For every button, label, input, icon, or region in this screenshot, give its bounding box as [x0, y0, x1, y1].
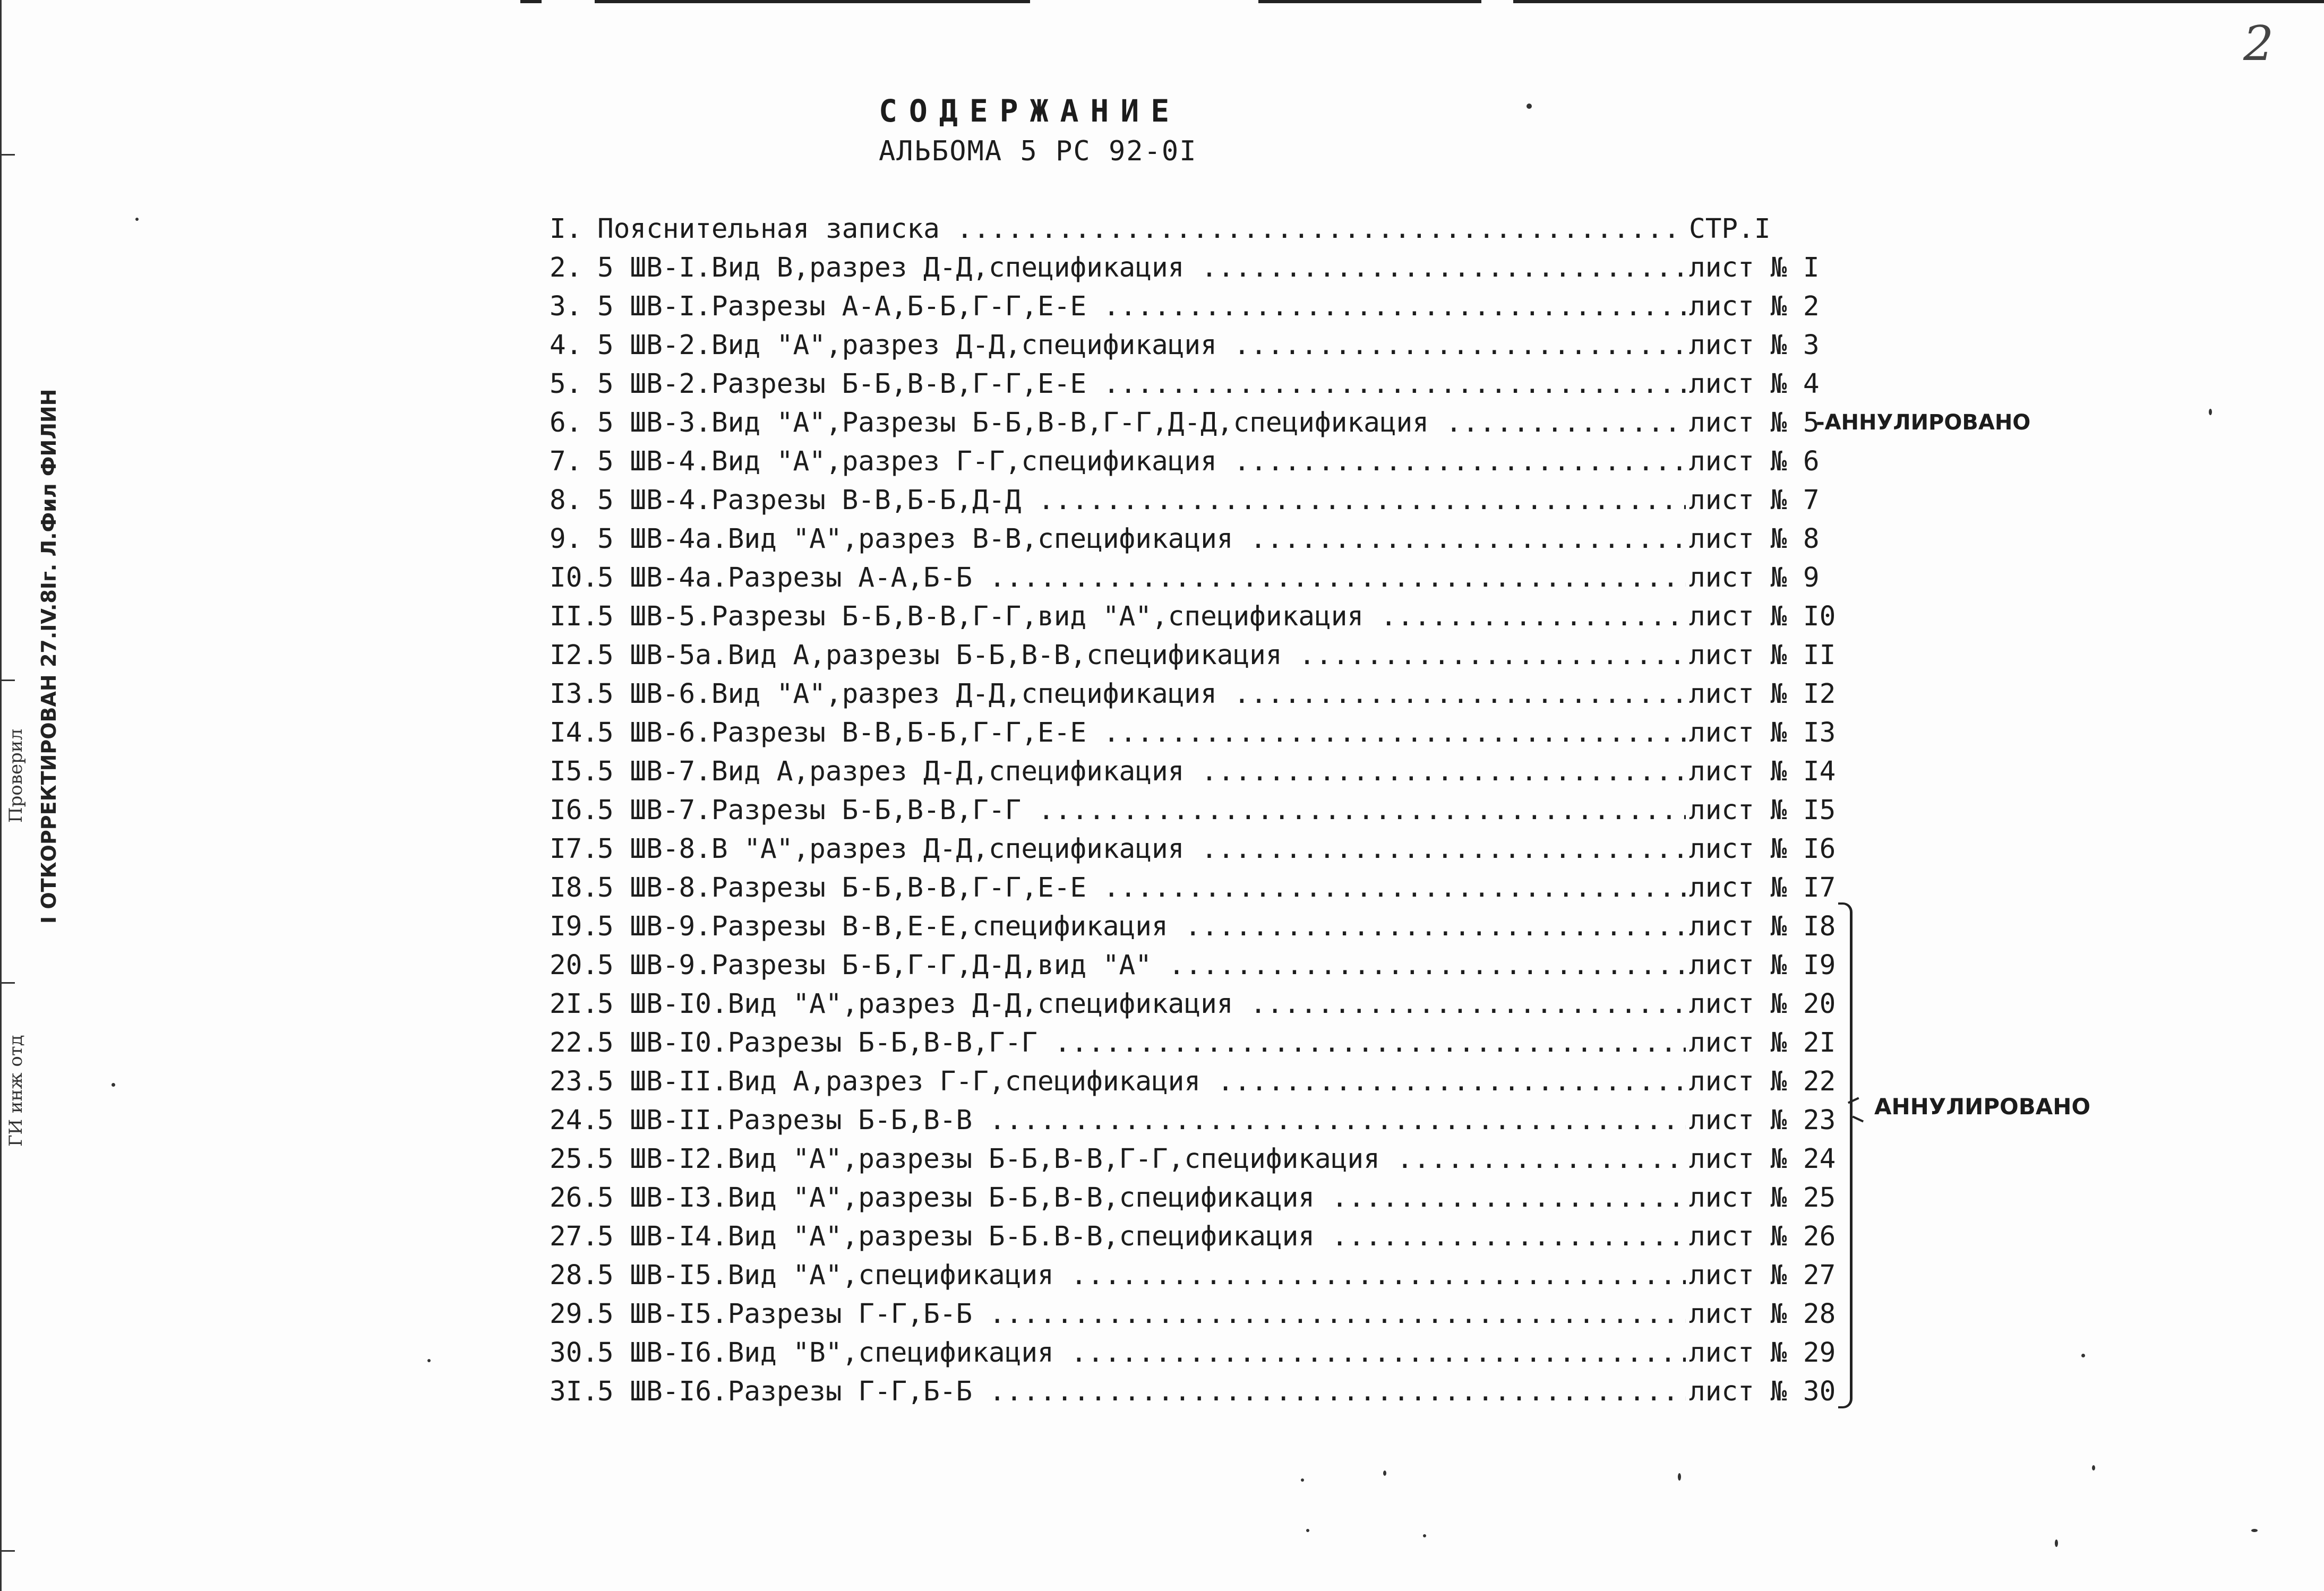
sheet-reference: лист № 3: [1686, 326, 1820, 365]
margin-tick: [0, 154, 15, 156]
item-title: 5 ШВ-I.Разрезы А-А,Б-Б,Г-Г,Е-Е .....: [597, 287, 1710, 326]
sheet-reference: лист № 24: [1686, 1140, 1836, 1179]
contents-row: [550, 946, 1840, 985]
checked-label: Проверил: [5, 728, 27, 823]
item-title: 5 ШВ-I5.Разрезы Г-Г,Б-Б .....: [597, 1295, 1710, 1334]
item-title: 5 ШВ-I6.Разрезы Г-Г,Б-Б .....: [597, 1372, 1710, 1411]
contents-row: [550, 985, 1840, 1024]
contents-row: [550, 1062, 1840, 1101]
scan-speck: [1383, 1470, 1386, 1476]
item-title: 5 ШВ-I6.Вид "В",спецификация .....: [597, 1334, 1710, 1372]
item-title: 5 ШВ-4.Разрезы В-В,Б-Б,Д-Д .....: [597, 481, 1710, 520]
scan-speck: [2092, 1465, 2095, 1470]
item-number: I9.: [550, 911, 599, 942]
item-number: 2.: [550, 252, 582, 283]
margin-tick: [0, 982, 15, 984]
contents-row: [550, 868, 1840, 907]
margin-tick: [0, 1550, 15, 1552]
item-number: I4.: [550, 717, 599, 749]
item-number: 6.: [550, 407, 582, 438]
item-number: 3.: [550, 291, 582, 322]
item-number: I0.: [550, 562, 599, 594]
item-title: 5 ШВ-4а.Вид "А",разрез В-В,спецификация .....: [597, 520, 1710, 558]
item-title: 5 ШВ-5.Разрезы Б-Б,В-В,Г-Г,вид "А",спецификация .....: [597, 597, 1710, 636]
scan-speck: [427, 1359, 431, 1362]
sheet-reference: лист № 29: [1686, 1334, 1836, 1372]
sheet-reference: лист № I3: [1686, 713, 1836, 752]
department-label: ГИ инж отд: [5, 1035, 27, 1147]
sheet-reference: лист № 23: [1686, 1101, 1836, 1140]
page-subtitle: АЛЬБОМА 5 РС 92-0I: [879, 135, 1197, 167]
item-title: Пояснительная записка .....: [597, 210, 1710, 248]
contents-row: [550, 1372, 1840, 1411]
contents-row: [550, 1217, 1840, 1256]
item-title: 5 ШВ-I5.Вид "А",спецификация .....: [597, 1256, 1710, 1295]
scan-speck: [2055, 1540, 2058, 1547]
item-title: 5 ШВ-9.Разрезы Б-Б,Г-Г,Д-Д,вид "А" .....: [597, 946, 1710, 985]
item-number: 29.: [550, 1298, 599, 1330]
contents-row: [550, 287, 1840, 326]
contents-row: [550, 713, 1840, 752]
sheet-reference: лист № I0: [1686, 597, 1836, 636]
page-title: СОДЕРЖАНИЕ: [879, 93, 1181, 129]
contents-row: [550, 403, 2031, 442]
contents-row: [550, 442, 1840, 481]
annulled-group-brace: [1838, 902, 1853, 1408]
sheet-reference: лист № 6: [1686, 442, 1820, 481]
sheet-reference: лист № 5: [1686, 403, 1820, 442]
contents-row: [550, 1179, 1840, 1217]
sheet-reference: лист № I9: [1686, 946, 1836, 985]
sheet-reference: лист № II: [1686, 636, 1836, 675]
scan-speck: [2209, 409, 2212, 415]
item-number: 2I.: [550, 988, 599, 1020]
item-title: 5 ШВ-7.Разрезы Б-Б,В-В,Г-Г .....: [597, 791, 1710, 830]
sheet-reference: лист № I6: [1686, 830, 1836, 868]
scan-speck: [1423, 1534, 1426, 1537]
sheet-reference: лист № I7: [1686, 868, 1836, 907]
item-title: 5 ШВ-2.Вид "А",разрез Д-Д,спецификация .....: [597, 326, 1710, 365]
sheet-reference: лист № I2: [1686, 675, 1836, 713]
top-border-fragment: [1258, 0, 1481, 3]
contents-row: [550, 907, 1840, 946]
sheet-reference: лист № 28: [1686, 1295, 1836, 1334]
contents-row: [550, 597, 1840, 636]
contents-row: [550, 1101, 1840, 1140]
sheet-reference: лист № 2: [1686, 287, 1820, 326]
sheet-reference: лист № 2I: [1686, 1024, 1836, 1062]
item-number: 3I.: [550, 1376, 599, 1407]
scan-speck: [2251, 1529, 2258, 1532]
contents-row: [550, 752, 1840, 791]
scan-speck: [112, 1083, 115, 1087]
item-title: 5 ШВ-9.Разрезы В-В,Е-Е,спецификация .....: [597, 907, 1710, 946]
scan-speck: [1301, 1478, 1304, 1482]
item-title: 5 ШВ-8.Разрезы Б-Б,В-В,Г-Г,Е-Е .....: [597, 868, 1710, 907]
item-title: 5 ШВ-2.Разрезы Б-Б,В-В,Г-Г,Е-Е .....: [597, 365, 1710, 403]
item-title: 5 ШВ-II.Разрезы Б-Б,В-В .....: [597, 1101, 1710, 1140]
contents-row: [550, 1140, 1840, 1179]
item-number: 24.: [550, 1105, 599, 1136]
contents-row: [550, 520, 1840, 558]
item-number: 30.: [550, 1337, 599, 1369]
contents-row: [550, 1295, 1840, 1334]
contents-row: [550, 636, 1840, 675]
item-number: 27.: [550, 1221, 599, 1252]
item-number: 8.: [550, 485, 582, 516]
scan-speck: [1678, 1473, 1681, 1481]
item-number: 7.: [550, 446, 582, 477]
sheet-reference: лист № 27: [1686, 1256, 1836, 1295]
item-number: II.: [550, 601, 599, 632]
contents-row: [550, 326, 1840, 365]
item-number: I8.: [550, 872, 599, 904]
item-title: 5 ШВ-4а.Разрезы А-А,Б-Б .....: [597, 558, 1710, 597]
item-title: 5 ШВ-8.В "А",разрез Д-Д,спецификация .....: [597, 830, 1710, 868]
item-number: 28.: [550, 1260, 599, 1291]
contents-list: [550, 210, 2031, 1411]
item-number: 9.: [550, 523, 582, 555]
item-title: 5 ШВ-I3.Вид "А",разрезы Б-Б,В-В,спецификация .....: [597, 1179, 1710, 1217]
sheet-reference: лист № I8: [1686, 907, 1836, 946]
contents-row: [550, 210, 1840, 248]
margin-tick: [0, 680, 15, 681]
item-number: 26.: [550, 1182, 599, 1214]
page-mark: 2: [2243, 16, 2274, 72]
item-title: 5 ШВ-7.Вид А,разрез Д-Д,спецификация .....: [597, 752, 1710, 791]
scan-speck: [2081, 1354, 2085, 1357]
annulled-group-note: АННУЛИРОВАНО: [1874, 1094, 2091, 1120]
item-title: 5 ШВ-I2.Вид "А",разрезы Б-Б,В-В,Г-Г,спецификация .....: [597, 1140, 1710, 1179]
item-number: I5.: [550, 756, 599, 787]
margin-border: [0, 0, 2, 1591]
scan-speck: [1306, 1529, 1309, 1532]
top-border-fragment: [520, 0, 542, 3]
item-number: I3.: [550, 678, 599, 710]
contents-row: [550, 830, 1840, 868]
contents-row: [550, 1024, 1840, 1062]
contents-row: [550, 365, 1840, 403]
sheet-reference: лист № 26: [1686, 1217, 1836, 1256]
sheet-reference: лист № 20: [1686, 985, 1836, 1024]
contents-row: [550, 791, 1840, 830]
item-number: 22.: [550, 1027, 599, 1059]
scan-speck: [1527, 104, 1532, 109]
contents-row: [550, 481, 1840, 520]
item-number: 23.: [550, 1066, 599, 1097]
contents-row: [550, 675, 1840, 713]
sheet-reference: лист № I4: [1686, 752, 1836, 791]
correction-stamp: I ОТКОРРЕКТИРОВАН 27.IV.8Iг. Л.Фил ФИЛИН: [37, 389, 61, 924]
item-number: 25.: [550, 1143, 599, 1175]
item-number: I2.: [550, 640, 599, 671]
contents-row: [550, 558, 1840, 597]
item-number: 20.: [550, 950, 599, 981]
item-title: 5 ШВ-5а.Вид А,разрезы Б-Б,В-В,спецификация .....: [597, 636, 1710, 675]
top-border-fragment: [595, 0, 1030, 3]
item-title: 5 ШВ-I.Вид В,разрез Д-Д,спецификация .....: [597, 248, 1710, 287]
sheet-reference: лист № 7: [1686, 481, 1820, 520]
item-title: 5 ШВ-I0.Разрезы Б-Б,В-В,Г-Г .....: [597, 1024, 1710, 1062]
sheet-reference: лист № 4: [1686, 365, 1820, 403]
item-number: 4.: [550, 330, 582, 361]
item-title: 5 ШВ-6.Разрезы В-В,Б-Б,Г-Г,Е-Е .....: [597, 713, 1710, 752]
item-title: 5 ШВ-6.Вид "А",разрез Д-Д,спецификация .....: [597, 675, 1710, 713]
contents-row: [550, 1256, 1840, 1295]
item-number: I6.: [550, 795, 599, 826]
item-title: 5 ШВ-II.Вид А,разрез Г-Г,спецификация .....: [597, 1062, 1710, 1101]
item-title: 5 ШВ-I4.Вид "А",разрезы Б-Б.В-В,спецификация .....: [597, 1217, 1710, 1256]
sheet-reference: лист № I5: [1686, 791, 1836, 830]
item-number: 5.: [550, 368, 582, 400]
scan-speck: [135, 218, 139, 221]
item-number: I7.: [550, 833, 599, 865]
top-border-fragment: [1513, 0, 2324, 3]
annulled-note: -АННУЛИРОВАНО: [1816, 410, 2031, 435]
contents-row: [550, 1334, 1840, 1372]
sheet-reference: лист № 9: [1686, 558, 1820, 597]
item-title: 5 ШВ-I0.Вид "А",разрез Д-Д,спецификация .....: [597, 985, 1710, 1024]
sheet-reference: лист № 25: [1686, 1179, 1836, 1217]
item-number: I.: [550, 213, 582, 245]
sheet-reference: лист № 30: [1686, 1372, 1836, 1411]
sheet-reference: лист № I: [1686, 248, 1820, 287]
item-title: 5 ШВ-3.Вид "А",Разрезы Б-Б,В-В,Г-Г,Д-Д,спецификация .....: [597, 403, 1710, 442]
sheet-reference: СТР.I: [1686, 210, 1771, 248]
contents-row: [550, 248, 1840, 287]
sheet-reference: лист № 22: [1686, 1062, 1836, 1101]
item-title: 5 ШВ-4.Вид "А",разрез Г-Г,спецификация .....: [597, 442, 1710, 481]
sheet-reference: лист № 8: [1686, 520, 1820, 558]
